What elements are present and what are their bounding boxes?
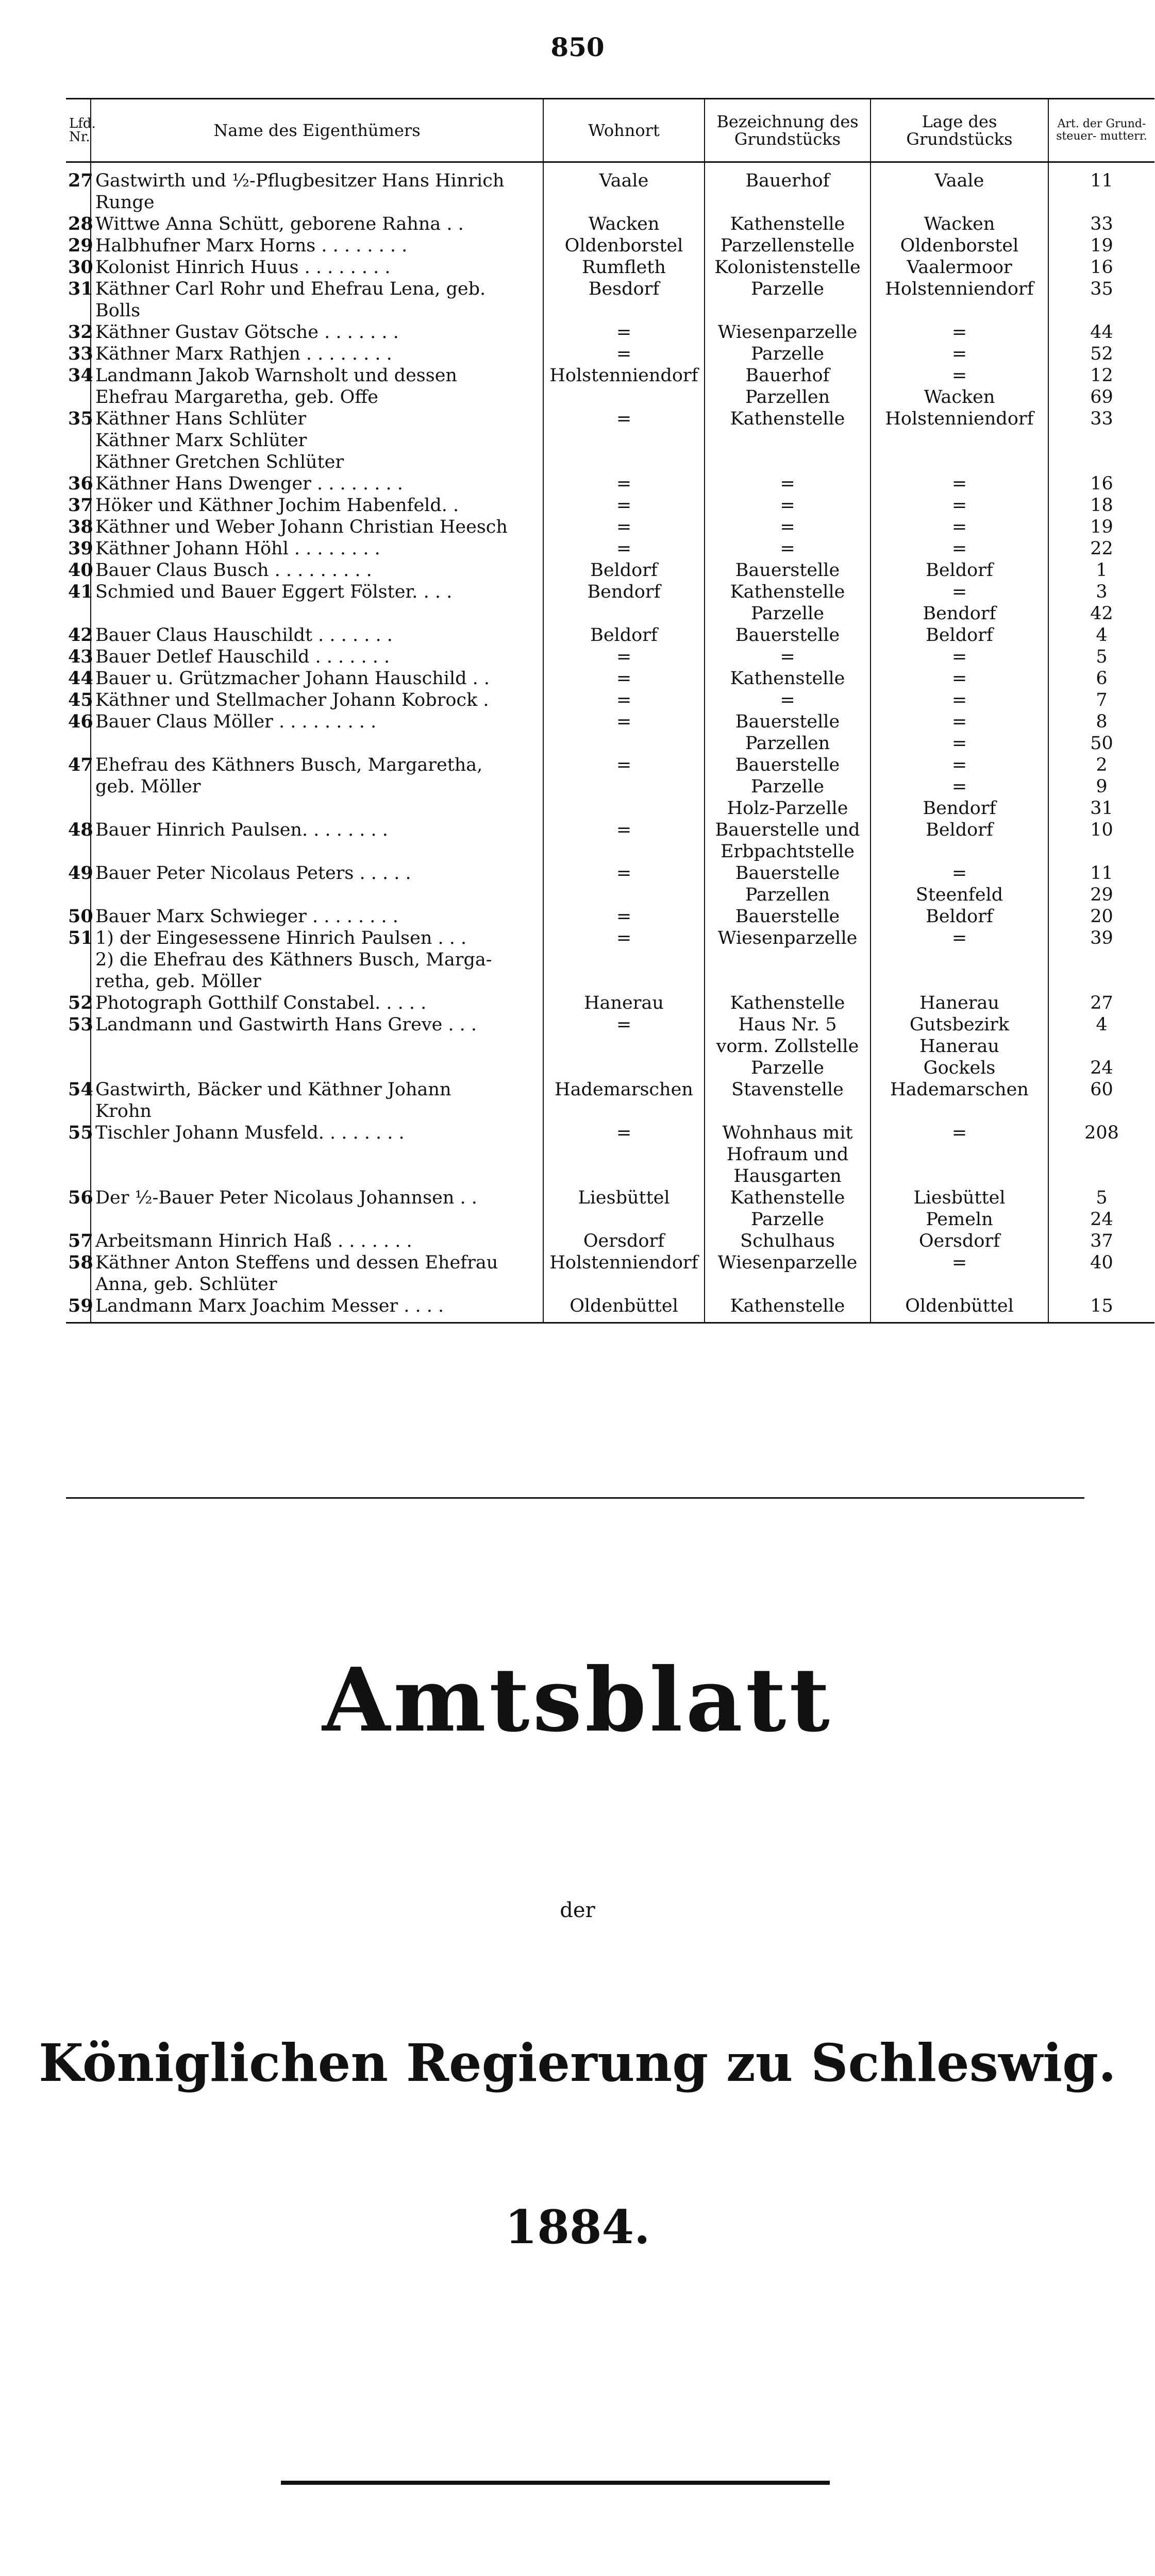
- cell-bezeichnung: =: [705, 646, 871, 668]
- cell-bezeichnung: Kathenstelle Parzelle: [705, 581, 871, 624]
- cell-name: Käthner Hans Schlüter Käthner Marx Schlüter Käthner Gretchen Schlüter: [91, 408, 543, 473]
- cell-lfd-nr: 54: [66, 1079, 91, 1122]
- cell-lage: =: [871, 538, 1048, 560]
- cell-lfd-nr: 31: [66, 278, 91, 321]
- cell-artikel: 52: [1090, 344, 1113, 364]
- cell-bezeichnung: Bauerstelle und Erbpachtstelle: [705, 819, 871, 862]
- cell-artikel: 11 29: [1090, 863, 1113, 905]
- cell-lfd-nr: 55: [66, 1122, 91, 1187]
- cell-bezeichnung: Wiesenparzelle: [705, 927, 871, 992]
- cell-artikel: 10: [1090, 820, 1113, 840]
- table-row: [66, 862, 1154, 906]
- cell-lfd-nr: 34: [66, 365, 91, 408]
- cell-name: Gastwirth, Bäcker und Käthner Johann Krohn: [91, 1079, 543, 1122]
- cell-lfd-nr: 30: [66, 257, 91, 278]
- cell-name: Schmied und Bauer Eggert Fölster. . . .: [91, 581, 543, 624]
- cell-lfd-nr: 58: [66, 1252, 91, 1295]
- decorative-rule: [281, 2481, 830, 2485]
- table-row: [66, 343, 1154, 365]
- table-row: [66, 819, 1154, 862]
- cell-name: Käthner Hans Dwenger . . . . . . . .: [91, 473, 543, 495]
- table-row: [66, 278, 1154, 321]
- cell-wohnort: =: [543, 927, 705, 992]
- table-row: [66, 321, 1154, 343]
- table-row: [66, 560, 1154, 581]
- cell-lage: Beldorf: [871, 624, 1048, 646]
- cell-artikel: 39: [1090, 928, 1113, 948]
- cell-bezeichnung: =: [705, 689, 871, 711]
- cell-name: Wittwe Anna Schütt, geborene Rahna . .: [91, 213, 543, 235]
- cell-wohnort: Wacken: [543, 213, 705, 235]
- table-row: [66, 646, 1154, 668]
- cell-bezeichnung: Wiesenparzelle: [705, 321, 871, 343]
- cell-lage: =: [871, 516, 1048, 538]
- table-row: [66, 538, 1154, 560]
- cell-artikel: 7: [1096, 690, 1108, 710]
- table-row: [66, 754, 1154, 819]
- cell-name: Bauer u. Grützmacher Johann Hauschild . .: [91, 668, 543, 689]
- table-row: [66, 495, 1154, 516]
- cell-artikel: 1: [1096, 560, 1108, 581]
- cell-name: Käthner Johann Höhl . . . . . . . .: [91, 538, 543, 560]
- cell-lfd-nr: 32: [66, 321, 91, 343]
- header-wohnort: Wohnort: [543, 99, 705, 162]
- cell-wohnort: =: [543, 538, 705, 560]
- cell-lfd-nr: 51: [66, 927, 91, 992]
- cell-lage: =: [871, 473, 1048, 495]
- table-row: [66, 162, 1154, 214]
- cell-lfd-nr: 37: [66, 495, 91, 516]
- cell-name: Landmann Marx Joachim Messer . . . .: [91, 1295, 543, 1323]
- cell-wohnort: Hanerau: [543, 992, 705, 1014]
- cell-lfd-nr: 27: [66, 162, 91, 214]
- cell-artikel: 15: [1048, 1295, 1154, 1323]
- cell-artikel: 6: [1096, 668, 1108, 689]
- table-row: [66, 624, 1154, 646]
- cell-lage: =: [871, 668, 1048, 689]
- cell-artikel: 2 9 31: [1090, 755, 1113, 819]
- cell-name: Bauer Detlef Hauschild . . . . . . .: [91, 646, 543, 668]
- cell-wohnort: =: [543, 906, 705, 927]
- cell-name: Bauer Claus Busch . . . . . . . . .: [91, 560, 543, 581]
- cell-wohnort: Holstenniendorf: [543, 365, 705, 408]
- cell-artikel: 27: [1090, 993, 1113, 1013]
- page-number: 850: [550, 32, 605, 62]
- table-row: [66, 1122, 1154, 1187]
- table-row: [66, 1295, 1154, 1323]
- cell-lfd-nr: 53: [66, 1014, 91, 1079]
- cell-artikel: 12 69: [1090, 365, 1113, 408]
- cell-bezeichnung: Kathenstelle: [705, 992, 871, 1014]
- cell-artikel: 22: [1090, 538, 1113, 559]
- cell-bezeichnung: Kolonistenstelle: [705, 257, 871, 278]
- cell-lfd-nr: 46: [66, 711, 91, 754]
- cell-lage: Oldenborstel: [871, 235, 1048, 257]
- table-row: [66, 1252, 1154, 1295]
- cell-bezeichnung: Schulhaus: [705, 1230, 871, 1252]
- cell-lage: Holstenniendorf: [871, 278, 1048, 321]
- cell-name: Bauer Hinrich Paulsen. . . . . . . .: [91, 819, 543, 862]
- cell-lage: Oersdorf: [871, 1230, 1048, 1252]
- cell-lage: Beldorf: [871, 906, 1048, 927]
- table-row: [66, 927, 1154, 992]
- cell-wohnort: =: [543, 711, 705, 754]
- cell-name: Höker und Käthner Jochim Habenfeld. .: [91, 495, 543, 516]
- table-row: [66, 473, 1154, 495]
- table-row: [66, 516, 1154, 538]
- cell-lage: Hademarschen: [871, 1079, 1048, 1122]
- cell-bezeichnung: =: [705, 495, 871, 516]
- cell-lfd-nr: 45: [66, 689, 91, 711]
- cell-artikel: 3 42: [1090, 582, 1113, 624]
- cell-lfd-nr: 40: [66, 560, 91, 581]
- cell-lage: = =: [871, 711, 1048, 754]
- cell-bezeichnung: Kathenstelle: [705, 1295, 871, 1323]
- property-register-table: [66, 98, 1154, 1324]
- cell-artikel: 33: [1090, 409, 1113, 429]
- cell-artikel: 5 24: [1090, 1188, 1113, 1230]
- table-row: [66, 1079, 1154, 1122]
- cell-lage: Oldenbüttel: [871, 1295, 1048, 1323]
- cell-lage: Wacken: [871, 213, 1048, 235]
- cell-name: Gastwirth und ½-Pflugbesitzer Hans Hinrich Runge: [91, 162, 543, 214]
- table-row: [66, 365, 1154, 408]
- cell-artikel: 35: [1090, 279, 1113, 299]
- publication-subtitle: Königlichen Regierung zu Schleswig.: [39, 2032, 1116, 2093]
- table-row: [66, 213, 1154, 235]
- cell-lage: Liesbüttel Pemeln: [871, 1187, 1048, 1230]
- cell-lfd-nr: 50: [66, 906, 91, 927]
- cell-name: Der ½-Bauer Peter Nicolaus Johannsen . .: [91, 1187, 543, 1230]
- cell-wohnort: Liesbüttel: [543, 1187, 705, 1230]
- cell-wohnort: Oersdorf: [543, 1230, 705, 1252]
- cell-lfd-nr: 29: [66, 235, 91, 257]
- cell-name: Käthner Marx Rathjen . . . . . . . .: [91, 343, 543, 365]
- cell-lfd-nr: 48: [66, 819, 91, 862]
- table-row: [66, 906, 1154, 927]
- table-row: [66, 668, 1154, 689]
- cell-lfd-nr: 39: [66, 538, 91, 560]
- cell-lfd-nr: 47: [66, 754, 91, 819]
- cell-wohnort: =: [543, 754, 705, 819]
- cell-name: Ehefrau des Käthners Busch, Margaretha, geb. Möller: [91, 754, 543, 819]
- cell-lfd-nr: 57: [66, 1230, 91, 1252]
- cell-wohnort: Oldenborstel: [543, 235, 705, 257]
- cell-artikel: 20: [1090, 906, 1113, 927]
- cell-bezeichnung: Haus Nr. 5 vorm. Zollstelle Parzelle: [705, 1014, 871, 1079]
- cell-bezeichnung: Wohnhaus mit Hofraum und Hausgarten: [705, 1122, 871, 1187]
- cell-name: Käthner Gustav Götsche . . . . . . .: [91, 321, 543, 343]
- cell-lage: Beldorf: [871, 560, 1048, 581]
- cell-artikel: 18: [1090, 495, 1113, 516]
- cell-artikel: 40: [1090, 1252, 1113, 1273]
- cell-bezeichnung: Kathenstelle: [705, 213, 871, 235]
- header-lfd-nr: Lfd. Nr.: [66, 99, 91, 162]
- cell-artikel: 60: [1090, 1079, 1113, 1100]
- cell-artikel: 44: [1090, 322, 1113, 343]
- table-row: [66, 1014, 1154, 1079]
- cell-bezeichnung: Bauerstelle Parzelle Holz-Parzelle: [705, 754, 871, 819]
- cell-lage: = = Bendorf: [871, 754, 1048, 819]
- cell-lage: = Wacken: [871, 365, 1048, 408]
- header-name: Name des Eigenthümers: [91, 99, 543, 162]
- cell-lage: Gutsbezirk Hanerau Gockels: [871, 1014, 1048, 1079]
- cell-bezeichnung: Bauerstelle: [705, 560, 871, 581]
- cell-name: Bauer Claus Möller . . . . . . . . .: [91, 711, 543, 754]
- cell-name: Bauer Claus Hauschildt . . . . . . .: [91, 624, 543, 646]
- cell-wohnort: =: [543, 646, 705, 668]
- cell-wohnort: =: [543, 408, 705, 473]
- cell-lage: Beldorf: [871, 819, 1048, 862]
- cell-artikel: 19: [1090, 235, 1113, 256]
- cell-lage: =: [871, 927, 1048, 992]
- cell-bezeichnung: Bauerstelle Parzellen: [705, 862, 871, 906]
- cell-artikel: 33: [1090, 214, 1113, 234]
- cell-bezeichnung: Parzelle: [705, 343, 871, 365]
- cell-bezeichnung: Bauerstelle Parzellen: [705, 711, 871, 754]
- cell-bezeichnung: Kathenstelle: [705, 668, 871, 689]
- cell-lfd-nr: 52: [66, 992, 91, 1014]
- title-connector: der: [560, 1899, 595, 1922]
- cell-artikel: 4 24: [1090, 1014, 1113, 1078]
- cell-lfd-nr: 35: [66, 408, 91, 473]
- cell-lfd-nr: 28: [66, 213, 91, 235]
- cell-lage: =: [871, 321, 1048, 343]
- header-artikel: Art. der Grund- steuer- mutterr.: [1048, 99, 1154, 162]
- cell-artikel: 4: [1096, 625, 1108, 646]
- cell-wohnort: =: [543, 516, 705, 538]
- cell-artikel: 37: [1090, 1231, 1113, 1251]
- cell-lage: =: [871, 646, 1048, 668]
- cell-bezeichnung: Wiesenparzelle: [705, 1252, 871, 1295]
- cell-bezeichnung: Bauerhof: [705, 162, 871, 214]
- cell-bezeichnung: Parzelle: [705, 278, 871, 321]
- cell-wohnort: =: [543, 1014, 705, 1079]
- cell-name: Landmann und Gastwirth Hans Greve . . .: [91, 1014, 543, 1079]
- cell-bezeichnung: Kathenstelle: [705, 408, 871, 473]
- cell-artikel: 19: [1090, 517, 1113, 537]
- cell-bezeichnung: Parzellenstelle: [705, 235, 871, 257]
- cell-wohnort: Rumfleth: [543, 257, 705, 278]
- cell-wohnort: =: [543, 862, 705, 906]
- cell-lfd-nr: 36: [66, 473, 91, 495]
- cell-wohnort: Bendorf: [543, 581, 705, 624]
- cell-wohnort: Vaale: [543, 162, 705, 214]
- cell-lfd-nr: 41: [66, 581, 91, 624]
- cell-bezeichnung: =: [705, 473, 871, 495]
- cell-lfd-nr: 38: [66, 516, 91, 538]
- table-row: [66, 1187, 1154, 1230]
- cell-lage: =: [871, 689, 1048, 711]
- cell-wohnort: =: [543, 495, 705, 516]
- cell-name: Käthner und Weber Johann Christian Heesch: [91, 516, 543, 538]
- cell-wohnort: =: [543, 689, 705, 711]
- cell-name: Bauer Marx Schwieger . . . . . . . .: [91, 906, 543, 927]
- header-bezeichnung: Bezeichnung des Grundstücks: [705, 99, 871, 162]
- table-row: [66, 581, 1154, 624]
- cell-lfd-nr: 56: [66, 1187, 91, 1230]
- cell-artikel: 16: [1090, 473, 1113, 494]
- cell-bezeichnung: =: [705, 538, 871, 560]
- table-row: [66, 711, 1154, 754]
- cell-wohnort: Beldorf: [543, 560, 705, 581]
- cell-wohnort: =: [543, 819, 705, 862]
- cell-name: Käthner und Stellmacher Johann Kobrock .: [91, 689, 543, 711]
- cell-bezeichnung: Bauerstelle: [705, 624, 871, 646]
- cell-wohnort: Besdorf: [543, 278, 705, 321]
- cell-lage: =: [871, 1252, 1048, 1295]
- publication-year: 1884.: [505, 2200, 650, 2255]
- cell-lfd-nr: 59: [66, 1295, 91, 1323]
- table-body: [66, 162, 1154, 1323]
- cell-name: Photograph Gotthilf Constabel. . . . .: [91, 992, 543, 1014]
- cell-name: Arbeitsmann Hinrich Haß . . . . . . .: [91, 1230, 543, 1252]
- table-row: [66, 1230, 1154, 1252]
- cell-lage: = Steenfeld: [871, 862, 1048, 906]
- cell-wohnort: Beldorf: [543, 624, 705, 646]
- cell-wohnort: =: [543, 668, 705, 689]
- cell-name: Bauer Peter Nicolaus Peters . . . . .: [91, 862, 543, 906]
- table-header-row: [66, 99, 1154, 162]
- section-divider: [66, 1497, 1084, 1499]
- cell-bezeichnung: Stavenstelle: [705, 1079, 871, 1122]
- cell-wohnort: =: [543, 321, 705, 343]
- cell-artikel: 16: [1090, 257, 1113, 278]
- cell-bezeichnung: Bauerstelle: [705, 906, 871, 927]
- cell-lage: Vaale: [871, 162, 1048, 214]
- cell-artikel: 208: [1084, 1123, 1119, 1143]
- cell-lage: Hanerau: [871, 992, 1048, 1014]
- cell-artikel: 8 50: [1090, 711, 1113, 754]
- cell-lage: =: [871, 1122, 1048, 1187]
- cell-lage: Holstenniendorf: [871, 408, 1048, 473]
- cell-artikel: 11: [1090, 171, 1113, 191]
- cell-name: 1) der Eingesessene Hinrich Paulsen . . . 2) die Ehefrau des Käthners Busch, Marga- retha, geb. Möller: [91, 927, 543, 992]
- table-row: [66, 257, 1154, 278]
- cell-lage: = Bendorf: [871, 581, 1048, 624]
- table-row: [66, 689, 1154, 711]
- cell-artikel: 5: [1096, 647, 1108, 667]
- cell-name: Käthner Anton Steffens und dessen Ehefrau Anna, geb. Schlüter: [91, 1252, 543, 1295]
- cell-bezeichnung: Kathenstelle Parzelle: [705, 1187, 871, 1230]
- cell-bezeichnung: =: [705, 516, 871, 538]
- cell-name: Landmann Jakob Warnsholt und dessen Ehefrau Margaretha, geb. Offe: [91, 365, 543, 408]
- cell-wohnort: =: [543, 343, 705, 365]
- table-row: [66, 235, 1154, 257]
- cell-wohnort: =: [543, 473, 705, 495]
- cell-lfd-nr: 44: [66, 668, 91, 689]
- cell-lfd-nr: 49: [66, 862, 91, 906]
- cell-wohnort: =: [543, 1122, 705, 1187]
- table-row: [66, 408, 1154, 473]
- publication-title: Amtsblatt: [322, 1649, 833, 1752]
- table-row: [66, 992, 1154, 1014]
- cell-lfd-nr: 43: [66, 646, 91, 668]
- cell-lage: Vaalermoor: [871, 257, 1048, 278]
- cell-name: Kolonist Hinrich Huus . . . . . . . .: [91, 257, 543, 278]
- cell-wohnort: Hademarschen: [543, 1079, 705, 1122]
- cell-name: Halbhufner Marx Horns . . . . . . . .: [91, 235, 543, 257]
- cell-lage: =: [871, 495, 1048, 516]
- header-lage: Lage des Grundstücks: [871, 99, 1048, 162]
- cell-name: Käthner Carl Rohr und Ehefrau Lena, geb. Bolls: [91, 278, 543, 321]
- cell-wohnort: Holstenniendorf: [543, 1252, 705, 1295]
- cell-wohnort: Oldenbüttel: [543, 1295, 705, 1323]
- cell-lage: =: [871, 343, 1048, 365]
- cell-lfd-nr: 42: [66, 624, 91, 646]
- cell-lfd-nr: 33: [66, 343, 91, 365]
- cell-bezeichnung: Bauerhof Parzellen: [705, 365, 871, 408]
- cell-name: Tischler Johann Musfeld. . . . . . . .: [91, 1122, 543, 1187]
